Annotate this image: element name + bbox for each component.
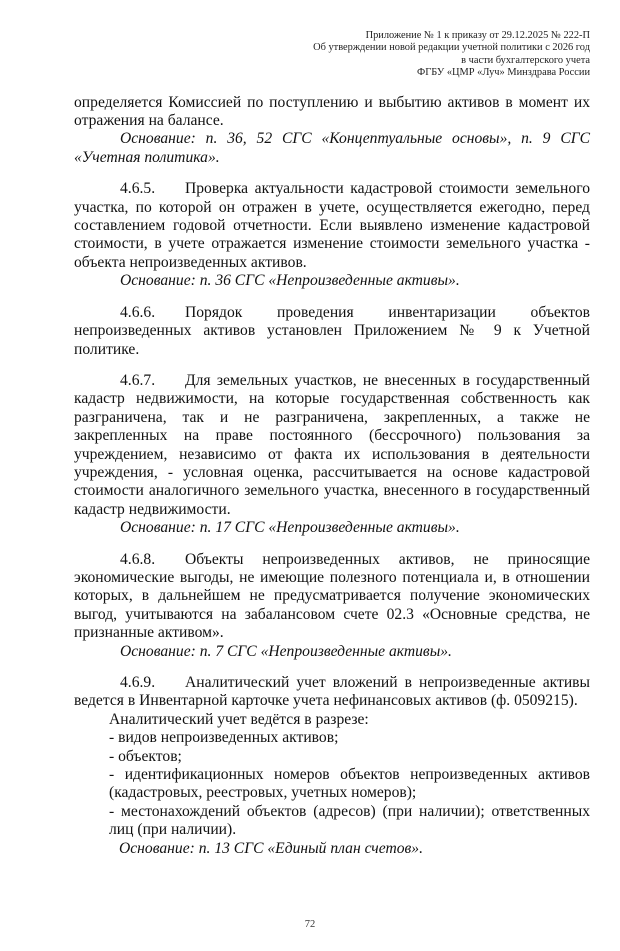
section-text: Аналитический учет вложений в непроизведенные активы ведется в Инвентарной карточке учета нефинансовых активов (ф. 0509215). — [74, 674, 590, 710]
continuation-paragraph: определяется Комиссией по поступлению и выбытию активов в момент их отражения на балансе. — [74, 93, 590, 130]
list-item: - объектов; — [109, 747, 182, 765]
header-line: ФГБУ «ЦМР «Луч» Минздрава России — [417, 67, 590, 79]
section-paragraph — [74, 180, 590, 272]
document-header — [74, 30, 590, 80]
section-number: 4.6.7. — [120, 371, 156, 389]
page-number: 72 — [304, 919, 316, 931]
section-number: 4.6.6. — [120, 303, 156, 321]
section-paragraph — [74, 551, 590, 643]
header-line: в части бухгалтерского учета — [461, 54, 590, 66]
list-item: - идентификационных номеров объектов непроизведенных активов (кадастровых, реестровых, учетных номеров); — [109, 766, 590, 802]
basis-note: Основание: п. 17 СГС «Непроизведенные активы». — [120, 519, 460, 537]
analytics-list — [109, 711, 590, 840]
list-intro: Аналитический учет ведётся в разрезе: — [109, 710, 369, 728]
section-4-6-6 — [74, 304, 590, 359]
basis-note: Основание: п. 13 СГС «Единый план счетов». — [119, 839, 423, 857]
section-4-6-7 — [74, 372, 590, 538]
section-4-6-5 — [74, 180, 590, 290]
section-number: 4.6.9. — [120, 674, 156, 691]
basis-note: Основание: п. 36, 52 СГС «Концептуальные основы», п. 9 СГС «Учетная политика». — [74, 130, 590, 166]
basis-note: Основание: п. 7 СГС «Непроизведенные активы». — [120, 642, 452, 660]
section-paragraph — [74, 304, 590, 359]
header-line: Об утверждении новой редакции учетной политики с 2026 год — [313, 42, 590, 54]
section-4-6-9 — [74, 674, 590, 858]
header-line: Приложение № 1 к приказу от 29.12.2025 № 222-П — [365, 30, 590, 41]
list-item: - местонахождений объектов (адресов) (при наличии); ответственных лиц (при наличии). — [109, 802, 590, 839]
section-text: Проверка актуальности кадастровой стоимости земельного участка, по которой он отражен в учете, осуществляется ежегодно, перед составлением годовой отчетности. Если выявлено изменение кадастровой стоимости, в учете отражается изменение стоимости земельного участка - объекта непроизведенных активов. — [74, 180, 590, 271]
section-text: Порядок проведения инвентаризации объектов непроизведенных активов установлен Приложением № 9 к Учетной политике. — [74, 303, 590, 358]
section-number: 4.6.5. — [120, 180, 156, 198]
section-4-6-8 — [74, 551, 590, 661]
basis-note: Основание: п. 36 СГС «Непроизведенные активы». — [120, 272, 460, 290]
section-paragraph — [74, 372, 590, 519]
document-body — [74, 94, 590, 858]
section-text: Объекты непроизведенных активов, не приносящие экономические выгоды, не имеющие полезного потенциала и, в отношении которых, в дальнейшем не предусматривается получение экономических выгод, учитываются на забалансовом счете 02.3 «Основные средства, не признанные активом». — [74, 550, 590, 642]
section-number: 4.6.8. — [120, 550, 156, 568]
section-paragraph — [74, 674, 590, 711]
section-text: Для земельных участков, не внесенных в государственный кадастр недвижимости, на которые государственная собственность как разграничена, так и не разграничена, закрепленных, а также не закрепленных на праве постоянного (бессрочного) пользования за учреждением, независимо от факта их использования в деятельности учреждения, - условная оценка, рассчитывается на основе кадастровой стоимости аналогичного земельного участка, внесенного в государственный кадастр недвижимости. — [74, 371, 590, 518]
list-item: - видов непроизведенных активов; — [109, 729, 339, 747]
